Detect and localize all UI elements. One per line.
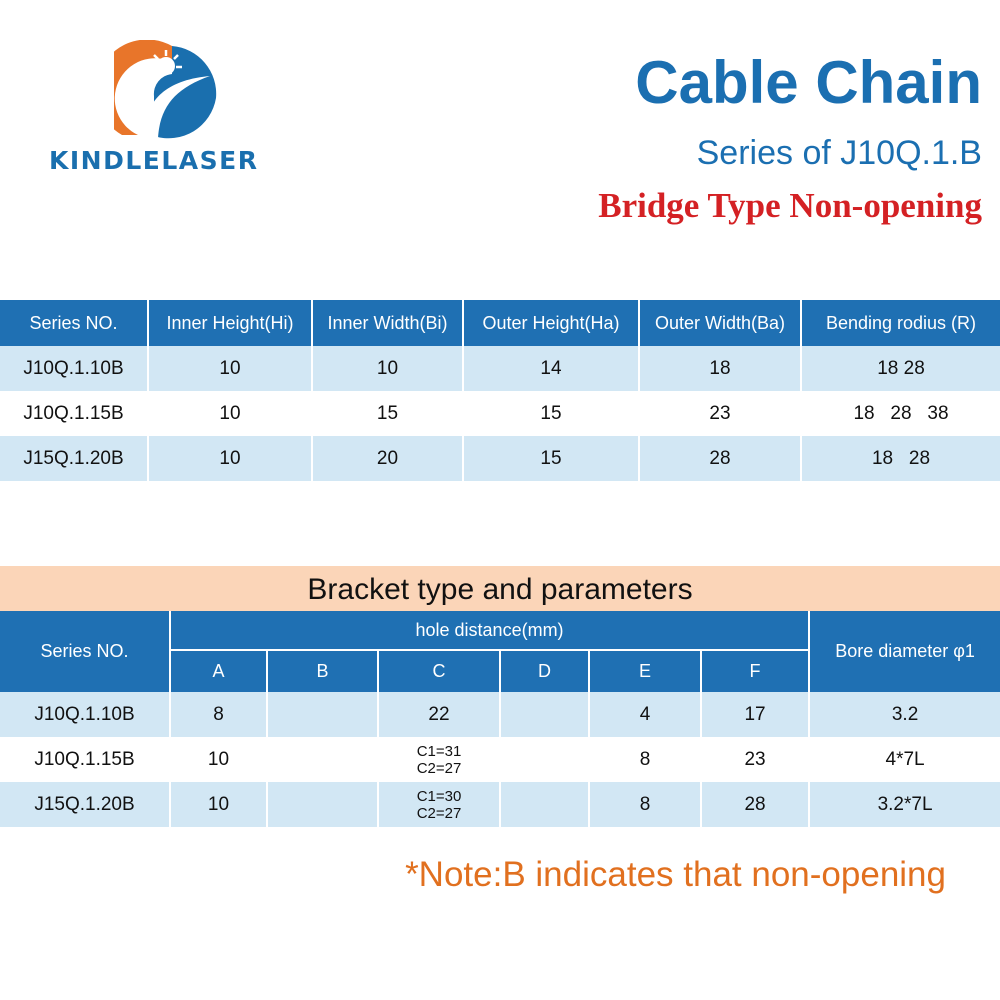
- cell-outer-width: 23: [639, 391, 801, 436]
- cell-b: [267, 737, 378, 782]
- hole-col-d: D: [500, 650, 589, 692]
- cell-inner-height: 10: [148, 391, 312, 436]
- cell-outer-width: 28: [639, 436, 801, 481]
- cell-inner-height: 10: [148, 436, 312, 481]
- hole-col-f: F: [701, 650, 809, 692]
- header-inner-width: Inner Width(Bi): [312, 300, 463, 346]
- cell-series: J10Q.1.15B: [0, 737, 170, 782]
- table-row: [0, 737, 1000, 782]
- table-row: [0, 391, 1000, 436]
- cell-f: 23: [701, 737, 809, 782]
- cell-c: 22: [378, 692, 500, 737]
- cell-c2: C2=27: [416, 759, 462, 777]
- cell-f: 28: [701, 782, 809, 827]
- footnote: *Note:B indicates that non-opening: [405, 855, 946, 894]
- cell-c: [378, 782, 500, 827]
- cell-outer-width: 18: [639, 346, 801, 391]
- header-inner-height: Inner Height(Hi): [148, 300, 312, 346]
- cell-inner-width: 10: [312, 346, 463, 391]
- cell-e: 8: [589, 737, 701, 782]
- cell-inner-width: 15: [312, 391, 463, 436]
- table-row: [0, 346, 1000, 391]
- logo-wordmark: KINDLELASER: [49, 146, 259, 175]
- cell-b: [267, 782, 378, 827]
- bracket-header-series-no: Series NO.: [0, 611, 170, 692]
- bracket-header-hole-distance: hole distance(mm): [170, 611, 809, 650]
- brand-logo: [44, 40, 294, 180]
- cell-e: 8: [589, 782, 701, 827]
- table-row: [0, 436, 1000, 481]
- cell-outer-height: 15: [463, 391, 639, 436]
- cell-inner-width: 20: [312, 436, 463, 481]
- hole-col-b: B: [267, 650, 378, 692]
- cell-c1: C1=31: [416, 742, 462, 760]
- spec-table-header-row: [0, 300, 1000, 346]
- bracket-header-row: [0, 611, 1000, 650]
- cell-series: J15Q.1.20B: [0, 436, 148, 481]
- cell-d: [500, 737, 589, 782]
- hole-col-e: E: [589, 650, 701, 692]
- cell-outer-height: 14: [463, 346, 639, 391]
- cell-series: J10Q.1.10B: [0, 346, 148, 391]
- logo-emblem-icon: [114, 40, 224, 145]
- header-bending-radius: Bending rodius (R): [801, 300, 1000, 346]
- hole-col-c: C: [378, 650, 500, 692]
- cell-c1: C1=30: [416, 787, 462, 805]
- cell-bore: 3.2: [809, 692, 1000, 737]
- cell-series: J15Q.1.20B: [0, 782, 170, 827]
- bracket-table: [0, 611, 1000, 827]
- cell-bore: 3.2*7L: [809, 782, 1000, 827]
- cell-bending-radius: 18 28 38: [801, 391, 1000, 436]
- cell-a: 10: [170, 782, 267, 827]
- table-row: [0, 692, 1000, 737]
- header-series-no: Series NO.: [0, 300, 148, 346]
- bracket-header-bore-diameter: Bore diameter φ1: [809, 611, 1000, 692]
- cell-inner-height: 10: [148, 346, 312, 391]
- table-row: [0, 782, 1000, 827]
- cell-series: J10Q.1.10B: [0, 692, 170, 737]
- hole-col-a: A: [170, 650, 267, 692]
- bracket-section-title: Bracket type and parameters: [307, 573, 693, 606]
- spec-table: [0, 300, 1000, 481]
- cell-d: [500, 782, 589, 827]
- cell-bore: 4*7L: [809, 737, 1000, 782]
- cell-series: J10Q.1.15B: [0, 391, 148, 436]
- cell-bending-radius: 18 28: [801, 346, 1000, 391]
- cell-d: [500, 692, 589, 737]
- header-outer-height: Outer Height(Ha): [463, 300, 639, 346]
- cell-a: 10: [170, 737, 267, 782]
- page-title: Cable Chain: [635, 49, 982, 116]
- cell-bending-radius: 18 28: [801, 436, 1000, 481]
- cell-c: [378, 737, 500, 782]
- cell-outer-height: 15: [463, 436, 639, 481]
- cell-e: 4: [589, 692, 701, 737]
- header-outer-width: Outer Width(Ba): [639, 300, 801, 346]
- cell-b: [267, 692, 378, 737]
- series-subtitle: Series of J10Q.1.B: [696, 134, 982, 172]
- cell-a: 8: [170, 692, 267, 737]
- bracket-section-banner: [0, 566, 1000, 612]
- cell-f: 17: [701, 692, 809, 737]
- cell-c2: C2=27: [416, 804, 462, 822]
- type-label: Bridge Type Non-opening: [598, 186, 982, 225]
